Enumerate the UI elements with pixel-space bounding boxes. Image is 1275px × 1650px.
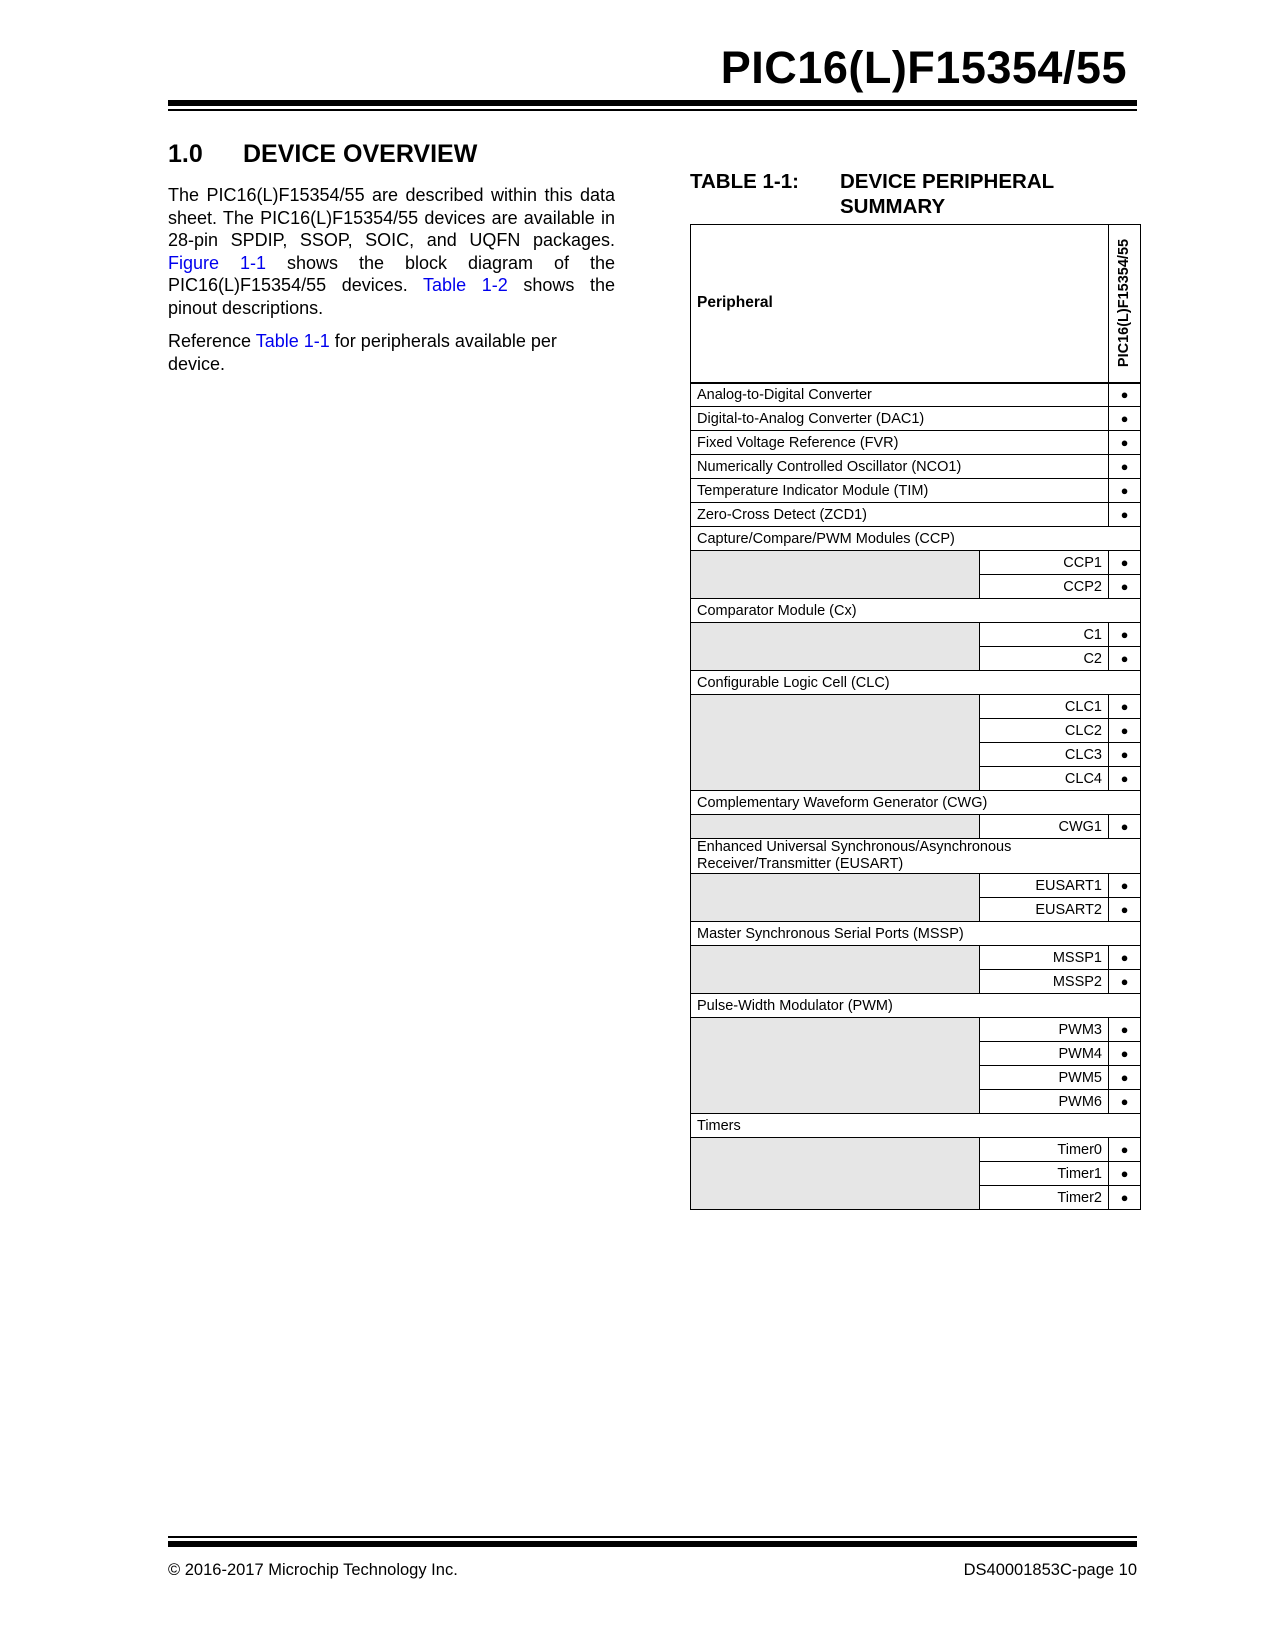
- instance-name: PWM6: [979, 1090, 1108, 1114]
- table-instance-row: [691, 815, 1141, 839]
- table-1-1-link[interactable]: Table 1-1: [255, 331, 330, 351]
- availability-bullet: ●: [1108, 1090, 1140, 1114]
- table-group-row: [691, 839, 1141, 874]
- availability-bullet: ●: [1108, 1066, 1140, 1090]
- instance-name: CCP1: [979, 551, 1108, 575]
- footer-page-number: DS40001853C-page 10: [963, 1561, 1137, 1579]
- header-rule-thick: [168, 100, 1137, 106]
- availability-bullet: ●: [1108, 455, 1140, 479]
- table-row: [691, 383, 1141, 407]
- table-group-row: [691, 994, 1141, 1018]
- reference-paragraph: [168, 330, 615, 375]
- instance-name: PWM4: [979, 1042, 1108, 1066]
- instance-name: EUSART1: [979, 874, 1108, 898]
- table-group-row: [691, 922, 1141, 946]
- peripheral-group-name: Master Synchronous Serial Ports (MSSP): [691, 922, 1141, 946]
- instance-name: CCP2: [979, 575, 1108, 599]
- empty-shaded-cell: [691, 946, 980, 994]
- availability-bullet: ●: [1108, 874, 1140, 898]
- instance-name: C1: [979, 623, 1108, 647]
- peripheral-group-name: [691, 839, 1141, 874]
- peripheral-name: Zero-Cross Detect (ZCD1): [691, 503, 1109, 527]
- peripheral-group-name: Complementary Waveform Generator (CWG): [691, 791, 1141, 815]
- peripheral-name: Fixed Voltage Reference (FVR): [691, 431, 1109, 455]
- table-body: [691, 383, 1141, 1210]
- availability-bullet: ●: [1108, 970, 1140, 994]
- table-instance-row: [691, 1138, 1141, 1162]
- table-group-row: [691, 671, 1141, 695]
- empty-shaded-cell: [691, 874, 980, 922]
- table-group-row: [691, 791, 1141, 815]
- peripheral-summary-table: [690, 224, 1141, 1210]
- availability-bullet: ●: [1108, 1042, 1140, 1066]
- empty-shaded-cell: [691, 695, 980, 791]
- peripheral-group-name: Configurable Logic Cell (CLC): [691, 671, 1141, 695]
- instance-name: C2: [979, 647, 1108, 671]
- peripheral-name: Analog-to-Digital Converter: [691, 383, 1109, 407]
- peripheral-group-name: Capture/Compare/PWM Modules (CCP): [691, 527, 1141, 551]
- availability-bullet: ●: [1108, 946, 1140, 970]
- table-group-row: [691, 527, 1141, 551]
- instance-name: MSSP2: [979, 970, 1108, 994]
- availability-bullet: ●: [1108, 383, 1140, 407]
- table-instance-row: [691, 946, 1141, 970]
- availability-bullet: ●: [1108, 407, 1140, 431]
- empty-shaded-cell: [691, 815, 980, 839]
- group-name-line: Receiver/Transmitter (EUSART): [697, 856, 904, 872]
- header-device: [1108, 225, 1140, 383]
- instance-name: Timer2: [979, 1186, 1108, 1210]
- availability-bullet: ●: [1108, 815, 1140, 839]
- empty-shaded-cell: [691, 551, 980, 599]
- table-header-row: [691, 225, 1141, 383]
- table-row: [691, 431, 1141, 455]
- table-group-row: [691, 1114, 1141, 1138]
- availability-bullet: ●: [1108, 431, 1140, 455]
- instance-name: EUSART2: [979, 898, 1108, 922]
- table-instance-row: [691, 874, 1141, 898]
- group-name-line: Enhanced Universal Synchronous/Asynchronous: [697, 839, 1012, 855]
- table-instance-row: [691, 1018, 1141, 1042]
- availability-bullet: ●: [1108, 575, 1140, 599]
- table-row: [691, 455, 1141, 479]
- text-run: shows the pinout descriptions.: [168, 275, 615, 318]
- document-title: PIC16(L)F15354/55: [720, 42, 1127, 93]
- table-group-row: [691, 599, 1141, 623]
- instance-name: CLC2: [979, 719, 1108, 743]
- table-row: [691, 503, 1141, 527]
- text-run: shows the block diagram of the PIC16(L)F15354/55 devices.: [168, 252, 615, 295]
- text-run: for peripherals available per device.: [168, 331, 557, 374]
- availability-bullet: ●: [1108, 1018, 1140, 1042]
- instance-name: Timer1: [979, 1162, 1108, 1186]
- instance-name: PWM5: [979, 1066, 1108, 1090]
- section-title: DEVICE OVERVIEW: [243, 140, 478, 168]
- overview-paragraph: [168, 184, 615, 319]
- availability-bullet: ●: [1108, 479, 1140, 503]
- instance-name: CLC1: [979, 695, 1108, 719]
- availability-bullet: ●: [1108, 1138, 1140, 1162]
- section-number: 1.0: [168, 140, 203, 168]
- table-1-2-link[interactable]: Table 1-2: [423, 275, 508, 295]
- instance-name: PWM3: [979, 1018, 1108, 1042]
- availability-bullet: ●: [1108, 1162, 1140, 1186]
- footer-copyright: © 2016-2017 Microchip Technology Inc.: [168, 1561, 458, 1579]
- availability-bullet: ●: [1108, 647, 1140, 671]
- peripheral-group-name: Timers: [691, 1114, 1141, 1138]
- table-row: [691, 479, 1141, 503]
- instance-name: Timer0: [979, 1138, 1108, 1162]
- empty-shaded-cell: [691, 1018, 980, 1114]
- footer-rule-thick: [168, 1541, 1137, 1547]
- header-rule-thin: [168, 109, 1137, 111]
- instance-name: CWG1: [979, 815, 1108, 839]
- peripheral-name: Digital-to-Analog Converter (DAC1): [691, 407, 1109, 431]
- instance-name: CLC3: [979, 743, 1108, 767]
- peripheral-name: Temperature Indicator Module (TIM): [691, 479, 1109, 503]
- availability-bullet: ●: [1108, 767, 1140, 791]
- table-instance-row: [691, 623, 1141, 647]
- table-row: [691, 407, 1141, 431]
- header-peripheral: Peripheral: [691, 225, 1109, 383]
- figure-1-1-link[interactable]: Figure 1-1: [168, 252, 267, 273]
- availability-bullet: ●: [1108, 695, 1140, 719]
- peripheral-name: Numerically Controlled Oscillator (NCO1): [691, 455, 1109, 479]
- availability-bullet: ●: [1108, 503, 1140, 527]
- text-run: Reference: [168, 331, 256, 351]
- availability-bullet: ●: [1108, 898, 1140, 922]
- empty-shaded-cell: [691, 623, 980, 671]
- instance-name: CLC4: [979, 767, 1108, 791]
- peripheral-group-name: Comparator Module (Cx): [691, 599, 1141, 623]
- table-caption-title: DEVICE PERIPHERAL SUMMARY: [840, 170, 1054, 218]
- instance-name: MSSP1: [979, 946, 1108, 970]
- text-run: The PIC16(L)F15354/55 are described within this data sheet. The PIC16(L)F15354/55 devices are available in 28-pin SPDIP, SSOP, SOIC, and UQFN packages.: [168, 185, 615, 250]
- header-device-label: PIC16(L)F15354/55: [1116, 239, 1133, 368]
- availability-bullet: ●: [1108, 623, 1140, 647]
- availability-bullet: ●: [1108, 743, 1140, 767]
- section-heading: [168, 140, 477, 169]
- availability-bullet: ●: [1108, 719, 1140, 743]
- availability-bullet: ●: [1108, 551, 1140, 575]
- empty-shaded-cell: [691, 1138, 980, 1210]
- table-caption-number: TABLE 1-1:: [690, 170, 799, 193]
- table-instance-row: [691, 551, 1141, 575]
- peripheral-group-name: Pulse-Width Modulator (PWM): [691, 994, 1141, 1018]
- footer-rule-thin: [168, 1536, 1137, 1538]
- availability-bullet: ●: [1108, 1186, 1140, 1210]
- table-instance-row: [691, 695, 1141, 719]
